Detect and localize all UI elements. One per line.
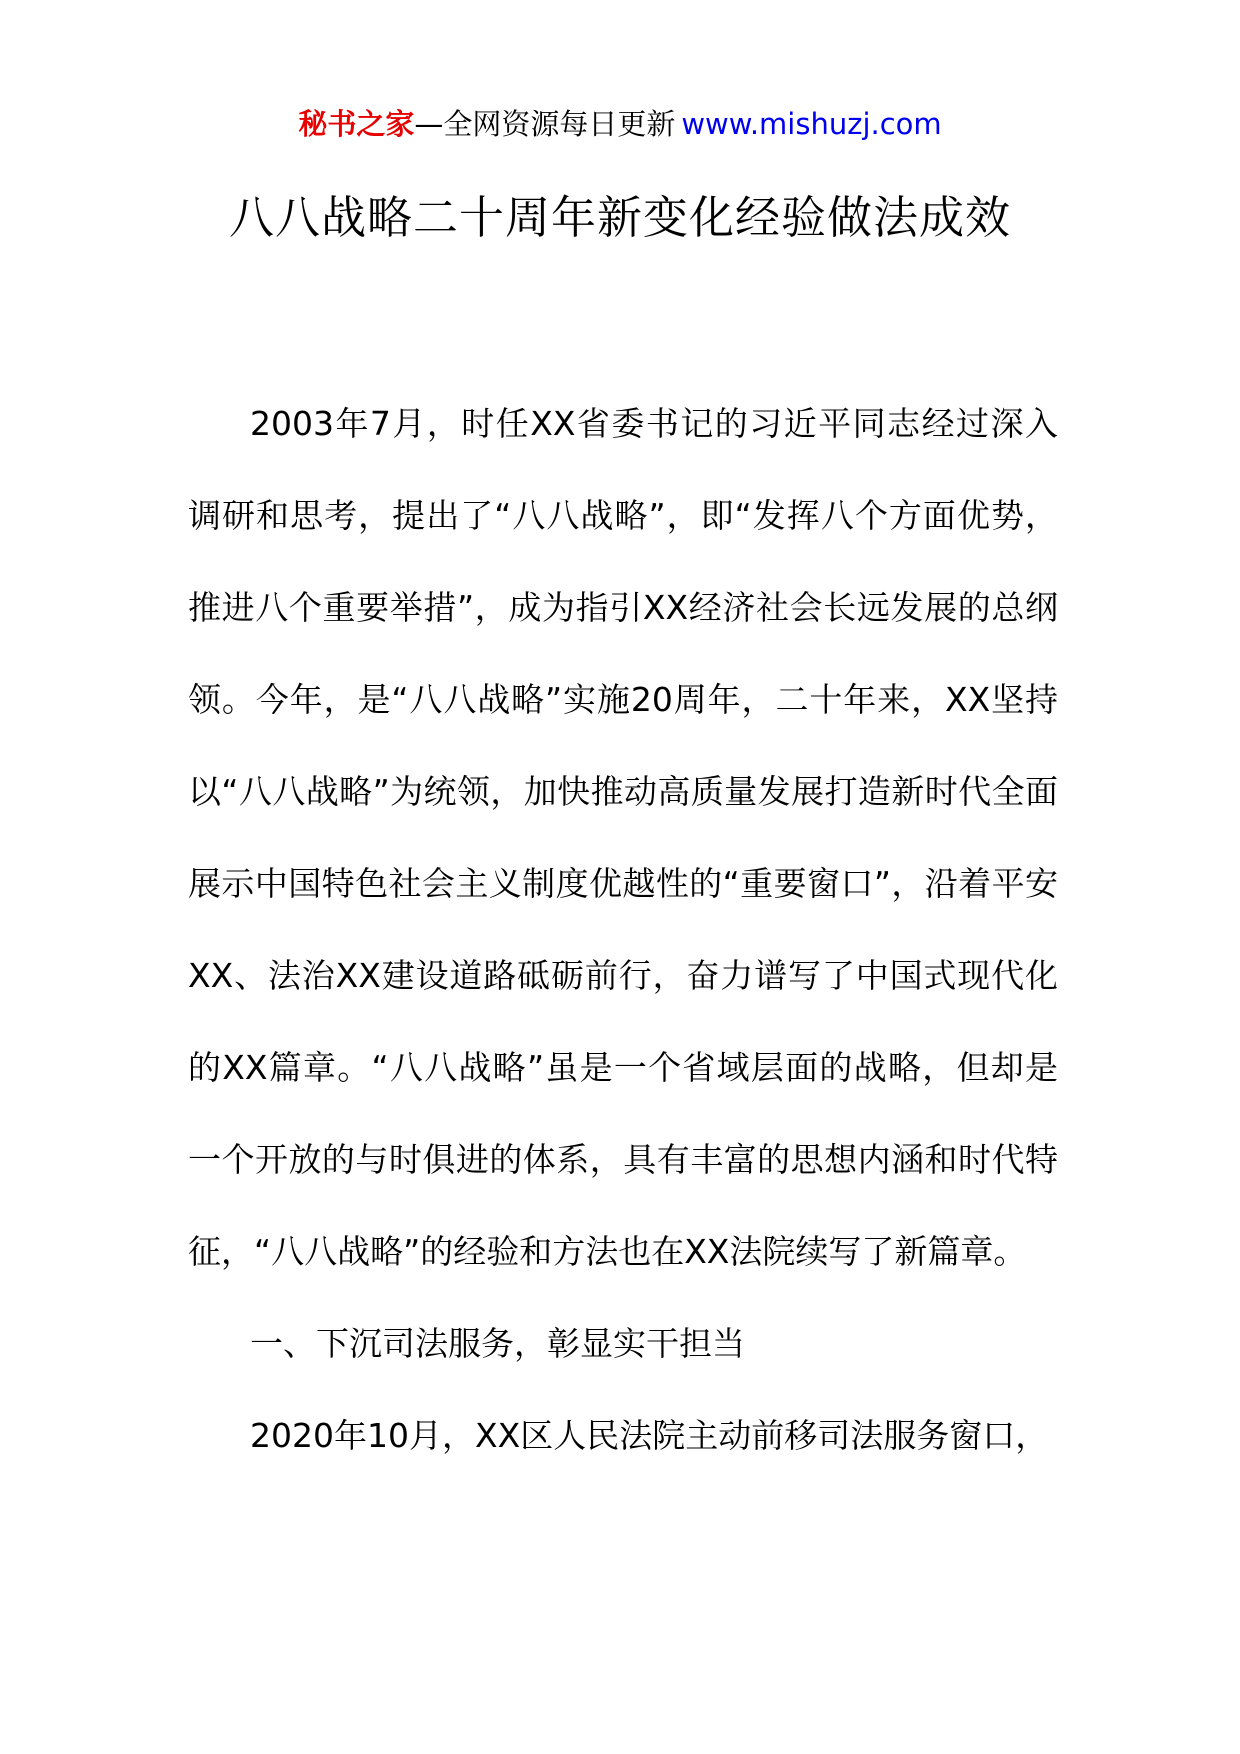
section-paragraph: 2020年10月，XX区人民法院主动前移司法服务窗口， — [250, 1416, 1049, 1455]
brand-name[interactable]: 秘书之家 — [298, 107, 415, 141]
section-heading: 一、下沉司法服务，彰显实干担当 — [250, 1324, 745, 1363]
header-tagline: —全网资源每日更新 — [414, 107, 676, 141]
document-body — [188, 378, 1058, 1482]
intro-paragraph: 2003年7月，时任XX省委书记的习近平同志经过深入调研和思考，提出了“八八战略”，即“发挥八个方面优势，推进八个重要举措”，成为指引XX经济社会长远发展的总纲领。今年，是“八八战略”实施20周年，二十年来，XX坚持以“八八战略”为统领，加快推动高质量发展打造新时代全面展示中国特色社会主义制度优越性的“重要窗口”，沿着平安XX、法治XX建设道路砥砺前行，奋力谱写了中国式现代化的XX篇章。“八八战略”虽是一个省域层面的战略，但却是一个开放的与时俱进的体系，具有丰富的思想内涵和时代特征，“八八战略”的经验和方法也在XX法院续写了新篇章。 — [188, 404, 1058, 1271]
site-url-link[interactable]: www.mishuzj.com — [681, 107, 942, 141]
document-title: 八八战略二十周年新变化经验做法成效 — [228, 191, 1011, 244]
site-header — [0, 104, 1240, 144]
